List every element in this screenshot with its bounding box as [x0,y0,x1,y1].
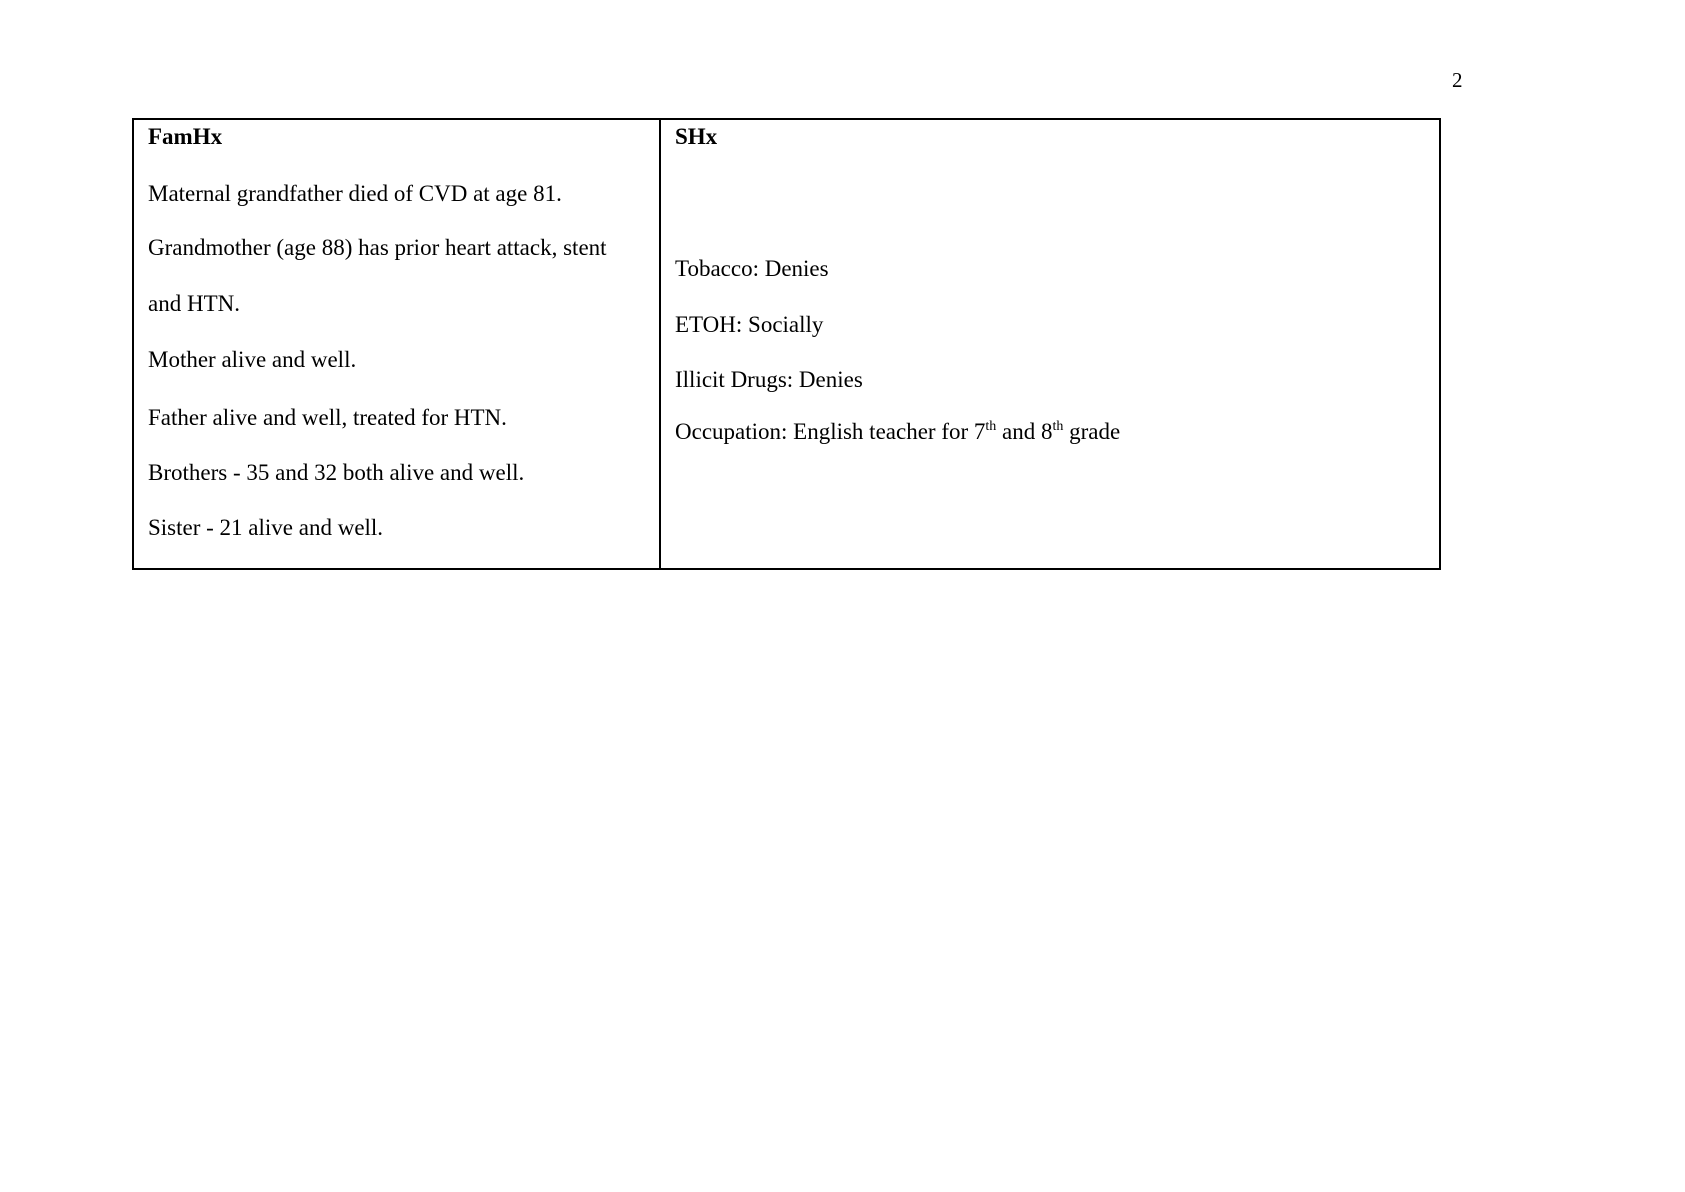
ordinal-superscript: th [985,419,997,434]
history-table [132,118,1441,570]
family-history-line: Sister - 21 alive and well. [148,515,384,540]
family-history-line: Father alive and well, treated for HTN. [148,405,507,430]
illicit-drugs-line: Illicit Drugs: Denies [675,367,863,392]
family-history-line: Brothers - 35 and 32 both alive and well. [148,460,525,485]
etoh-line: ETOH: Socially [675,312,824,337]
social-history-heading: SHx [675,124,718,149]
ordinal-superscript: th [1052,419,1064,434]
occupation-text-suffix: grade [1063,419,1121,444]
occupation-text-prefix: Occupation: English teacher for 7 [675,419,986,444]
tobacco-line: Tobacco: Denies [675,256,829,281]
page-number: 2 [1452,68,1463,92]
family-history-heading: FamHx [148,124,223,149]
occupation-text-middle: and 8 [996,419,1053,444]
family-history-line: and HTN. [148,291,240,316]
family-history-cell [134,120,661,568]
family-history-line: Mother alive and well. [148,347,357,372]
family-history-line: Grandmother (age 88) has prior heart attack, stent [148,235,607,260]
family-history-line: Maternal grandfather died of CVD at age 81. [148,181,562,206]
occupation-line [675,420,1120,443]
social-history-cell [661,120,1439,568]
